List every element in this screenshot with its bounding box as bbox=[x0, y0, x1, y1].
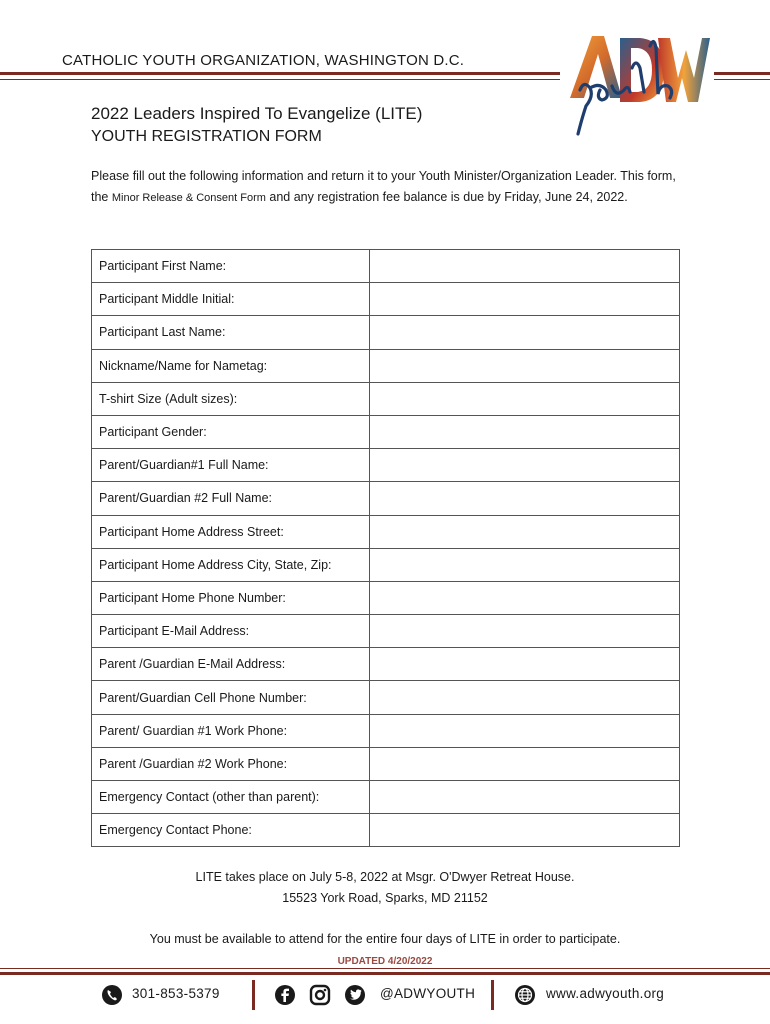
logo-letter-w bbox=[658, 38, 710, 102]
table-row bbox=[92, 415, 680, 448]
field-value-cell[interactable] bbox=[370, 648, 680, 681]
field-label: T-shirt Size (Adult sizes): bbox=[92, 382, 370, 415]
field-label: Parent/Guardian Cell Phone Number: bbox=[92, 681, 370, 714]
website-link[interactable]: www.adwyouth.org bbox=[546, 986, 665, 1001]
field-value-cell[interactable] bbox=[370, 781, 680, 814]
field-value-cell[interactable] bbox=[370, 482, 680, 515]
field-label: Participant Home Address Street: bbox=[92, 515, 370, 548]
table-row bbox=[92, 781, 680, 814]
header-rule-right-thin bbox=[714, 79, 770, 80]
table-row bbox=[92, 250, 680, 283]
field-label: Participant Last Name: bbox=[92, 316, 370, 349]
field-label: Participant Home Phone Number: bbox=[92, 581, 370, 614]
availability-note: You must be available to attend for the entire four days of LITE in order to participate. bbox=[149, 932, 621, 946]
field-value-cell[interactable] bbox=[370, 548, 680, 581]
table-row bbox=[92, 515, 680, 548]
field-label: Emergency Contact (other than parent): bbox=[92, 781, 370, 814]
instructions-consent-form: Minor Release & Consent Form bbox=[111, 192, 266, 204]
event-details-line2: 15523 York Road, Sparks, MD 21152 bbox=[282, 891, 488, 905]
table-row bbox=[92, 615, 680, 648]
form-title: 2022 Leaders Inspired To Evangelize (LITE) bbox=[91, 104, 423, 123]
field-value-cell[interactable] bbox=[370, 415, 680, 448]
field-label: Parent/ Guardian #1 Work Phone: bbox=[92, 714, 370, 747]
table-row bbox=[92, 747, 680, 780]
instructions-part1: Please fill out the following information and return it to your Youth Minister/Organization Leader. This form, the bbox=[91, 169, 676, 204]
updated-date: UPDATED 4/20/2022 bbox=[337, 956, 433, 967]
table-row bbox=[92, 548, 680, 581]
table-row bbox=[92, 482, 680, 515]
table-row bbox=[92, 681, 680, 714]
field-label: Participant E-Mail Address: bbox=[92, 615, 370, 648]
table-row bbox=[92, 316, 680, 349]
phone-number[interactable]: 301-853-5379 bbox=[132, 986, 220, 1001]
field-label: Participant Middle Initial: bbox=[92, 283, 370, 316]
field-label: Nickname/Name for Nametag: bbox=[92, 349, 370, 382]
table-row bbox=[92, 714, 680, 747]
instructions-paragraph bbox=[91, 166, 681, 209]
field-label: Participant First Name: bbox=[92, 250, 370, 283]
field-value-cell[interactable] bbox=[370, 250, 680, 283]
instructions-part2: and any registration fee balance is due by Friday, June 24, 2022. bbox=[265, 190, 628, 204]
footer-separator bbox=[252, 980, 255, 1010]
field-label: Participant Home Address City, State, Zip: bbox=[92, 548, 370, 581]
adw-youth-logo bbox=[560, 28, 710, 143]
event-details-line1: LITE takes place on July 5-8, 2022 at Msgr. O'Dwyer Retreat House. bbox=[195, 870, 575, 884]
field-value-cell[interactable] bbox=[370, 316, 680, 349]
field-label: Parent /Guardian #2 Work Phone: bbox=[92, 747, 370, 780]
table-row bbox=[92, 648, 680, 681]
table-row bbox=[92, 581, 680, 614]
field-value-cell[interactable] bbox=[370, 581, 680, 614]
registration-table bbox=[91, 249, 680, 847]
field-value-cell[interactable] bbox=[370, 747, 680, 780]
phone-icon bbox=[101, 984, 123, 1006]
field-label: Parent/Guardian #2 Full Name: bbox=[92, 482, 370, 515]
globe-icon bbox=[514, 984, 536, 1006]
org-title: CATHOLIC YOUTH ORGANIZATION, WASHINGTON D.C. bbox=[62, 52, 465, 69]
field-value-cell[interactable] bbox=[370, 814, 680, 847]
field-value-cell[interactable] bbox=[370, 515, 680, 548]
header-rule-left-thin bbox=[0, 79, 560, 80]
field-value-cell[interactable] bbox=[370, 382, 680, 415]
table-row bbox=[92, 349, 680, 382]
field-label: Parent /Guardian E-Mail Address: bbox=[92, 648, 370, 681]
table-row bbox=[92, 449, 680, 482]
field-value-cell[interactable] bbox=[370, 714, 680, 747]
table-row bbox=[92, 283, 680, 316]
field-value-cell[interactable] bbox=[370, 283, 680, 316]
social-handle[interactable]: @ADWYOUTH bbox=[380, 986, 476, 1001]
footer-separator bbox=[491, 980, 494, 1010]
header-rule-left-thick bbox=[0, 72, 560, 75]
field-label: Emergency Contact Phone: bbox=[92, 814, 370, 847]
field-value-cell[interactable] bbox=[370, 349, 680, 382]
header-rule-right-thick bbox=[714, 72, 770, 75]
facebook-icon[interactable] bbox=[274, 984, 296, 1006]
footer-rule-thick bbox=[0, 972, 770, 975]
field-label: Parent/Guardian#1 Full Name: bbox=[92, 449, 370, 482]
table-row bbox=[92, 814, 680, 847]
form-subtitle: YOUTH REGISTRATION FORM bbox=[91, 128, 322, 145]
field-label: Participant Gender: bbox=[92, 415, 370, 448]
footer-rule-thin bbox=[0, 968, 770, 969]
instagram-icon[interactable] bbox=[309, 984, 331, 1006]
field-value-cell[interactable] bbox=[370, 449, 680, 482]
field-value-cell[interactable] bbox=[370, 615, 680, 648]
field-value-cell[interactable] bbox=[370, 681, 680, 714]
twitter-icon[interactable] bbox=[344, 984, 366, 1006]
table-row bbox=[92, 382, 680, 415]
